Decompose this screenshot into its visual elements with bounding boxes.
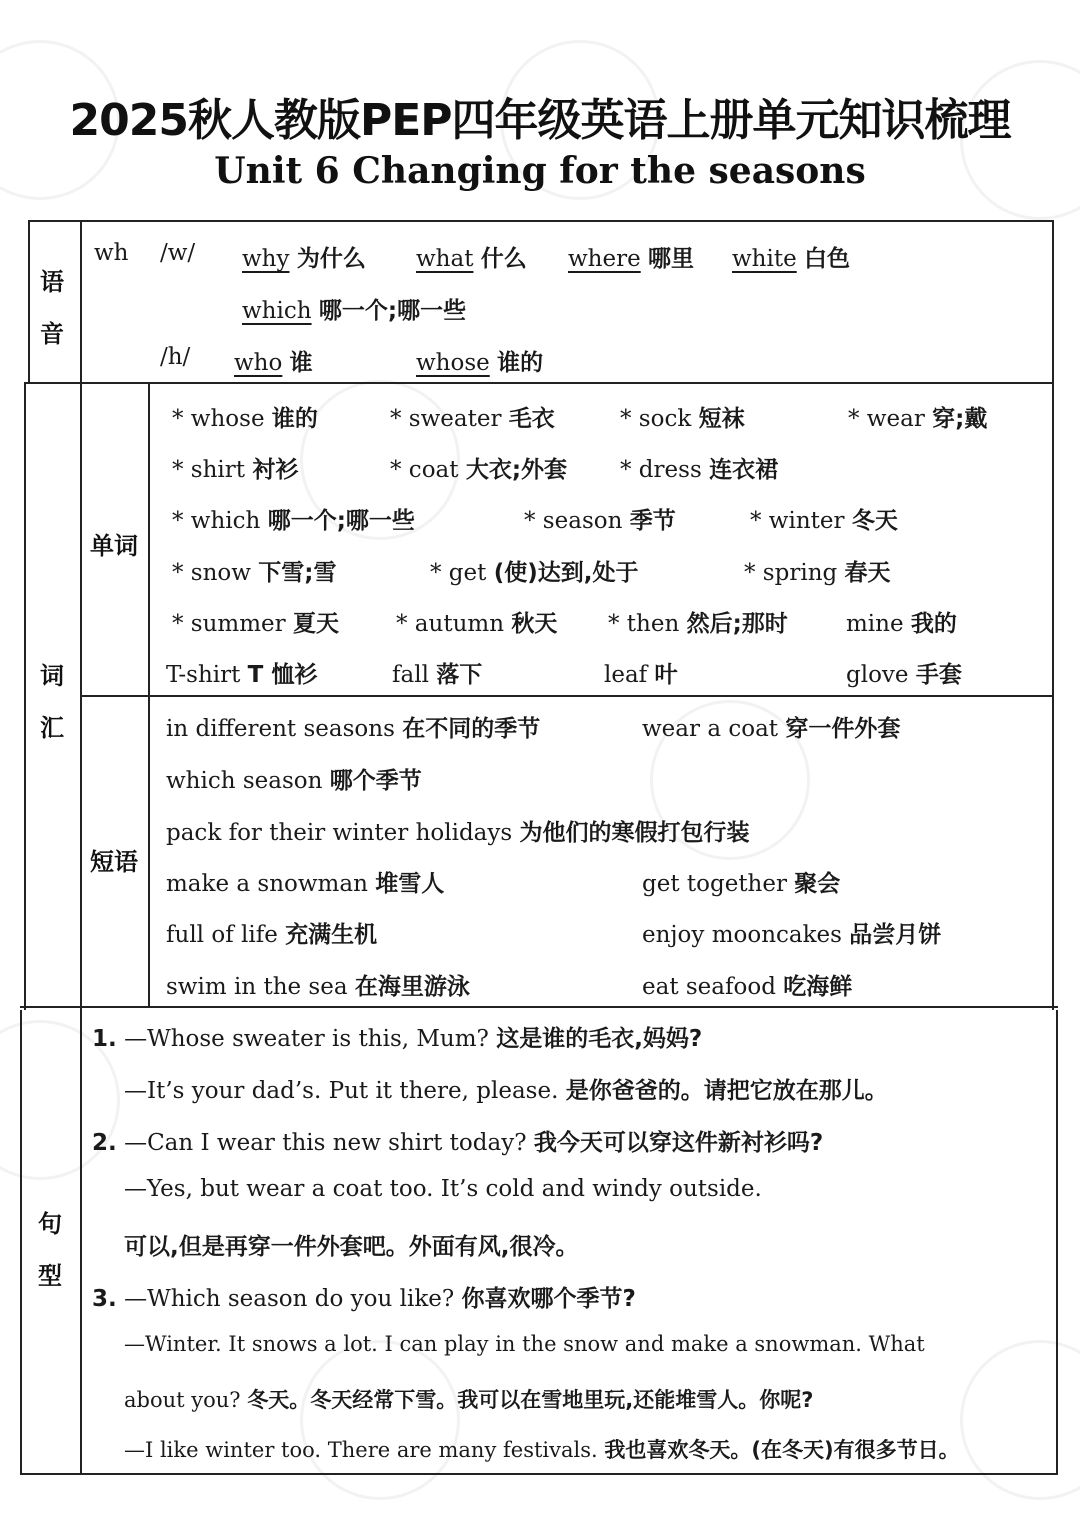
table-border-left-mid — [24, 383, 26, 1010]
phonics-word-en: who — [234, 350, 283, 376]
sentence-line: 可以,但是再穿一件外套吧。外面有风,很冷。 — [124, 1234, 579, 1260]
sound-h: /h/ — [160, 344, 191, 370]
separator-vocabulary — [20, 1006, 1058, 1008]
vocab-word: * sock 短袜 — [620, 406, 745, 432]
table-border-top — [28, 220, 1054, 222]
knowledge-table — [20, 220, 1060, 1480]
words-label: 单词 — [90, 532, 138, 560]
vocab-word: * then 然后;那时 — [608, 611, 788, 637]
vocab-word: fall 落下 — [392, 662, 483, 688]
table-border-bottom — [20, 1473, 1058, 1475]
vocab-phrase: wear a coat 穿一件外套 — [642, 716, 901, 742]
vocab-word: * whose 谁的 — [172, 406, 318, 432]
phonics-word-en: white — [732, 246, 797, 272]
phonics-word — [416, 240, 527, 273]
vocab-word: mine 我的 — [846, 611, 957, 637]
vocab-phrase: pack for their winter holidays 为他们的寒假打包行装 — [166, 820, 750, 846]
vocab-phrase: get together 聚会 — [642, 871, 841, 897]
vocab-word: * summer 夏天 — [172, 611, 339, 637]
vocab-word: * which 哪一个;哪一些 — [172, 508, 415, 534]
phonics-word-zh: 为什么 — [296, 246, 366, 272]
phonics-word — [242, 240, 366, 273]
phonics-word — [242, 292, 466, 325]
vocab-phrase: in different seasons 在不同的季节 — [166, 716, 541, 742]
sentences-label-1: 句 — [38, 1210, 62, 1238]
sentence-line: —I like winter too. There are many festivals. 我也喜欢冬天。(在冬天)有很多节日。 — [124, 1438, 960, 1462]
pronunciation-label-2: 音 — [40, 320, 64, 348]
category-column-line — [80, 220, 82, 1008]
pronunciation-label-1: 语 — [40, 268, 64, 296]
vocab-phrase: full of life 充满生机 — [166, 922, 378, 948]
sentence-line: —It’s your dad’s. Put it there, please. 是你爸爸的。请把它放在那儿。 — [124, 1078, 888, 1104]
sentence-line: 2. —Can I wear this new shirt today? 我今天可以穿这件新衬衫吗? — [92, 1130, 824, 1156]
separator-pronunciation — [24, 382, 1054, 384]
vocab-word: * autumn 秋天 — [396, 611, 558, 637]
vocab-word: T-shirt T 恤衫 — [166, 662, 318, 688]
sentence-line: about you? 冬天。冬天经常下雪。我可以在雪地里玩,还能堆雪人。你呢? — [124, 1388, 814, 1412]
vocab-word: * season 季节 — [524, 508, 676, 534]
table-border-right — [1052, 220, 1054, 1010]
phrases-label: 短语 — [90, 848, 138, 876]
vocab-word: * dress 连衣裙 — [620, 457, 779, 483]
phonics-word-zh: 谁的 — [497, 350, 544, 376]
vocab-word: * snow 下雪;雪 — [172, 560, 337, 586]
page-title: 2025秋人教版PEP四年级英语上册单元知识梳理 — [69, 95, 1011, 146]
vocab-word: * wear 穿;戴 — [848, 406, 988, 432]
table-border-left-lower — [20, 1010, 22, 1475]
vocab-phrase: make a snowman 堆雪人 — [166, 871, 445, 897]
vocabulary-label-2: 汇 — [40, 714, 64, 742]
phonics-word-zh: 哪一个;哪一些 — [318, 298, 467, 324]
vocab-phrase: enjoy mooncakes 品尝月饼 — [642, 922, 942, 948]
vocab-word: * shirt 衬衫 — [172, 457, 299, 483]
vocab-word: * coat 大衣;外套 — [390, 457, 568, 483]
vocab-phrase: which season 哪个季节 — [166, 768, 422, 794]
separator-words — [82, 695, 1054, 697]
phonics-word — [568, 240, 694, 273]
phonics-word-en: which — [242, 298, 312, 324]
sentence-line: 1. —Whose sweater is this, Mum? 这是谁的毛衣,妈妈? — [92, 1026, 703, 1052]
phonics-word-en: whose — [416, 350, 490, 376]
phonics-word-zh: 白色 — [804, 246, 851, 272]
vocab-word: * spring 春天 — [744, 560, 891, 586]
phonics-word — [732, 240, 850, 273]
phonics-word-en: what — [416, 246, 474, 272]
table-border-left — [28, 220, 30, 383]
phonics-word — [234, 344, 313, 377]
table-border-right-lower — [1056, 1010, 1058, 1475]
vocab-phrase: eat seafood 吃海鲜 — [642, 974, 853, 1000]
sentence-line: —Yes, but wear a coat too. It’s cold and windy outside. — [124, 1176, 762, 1202]
phonics-word-zh: 什么 — [480, 246, 527, 272]
sentence-line: —Winter. It snows a lot. I can play in the snow and make a snowman. What — [124, 1332, 925, 1356]
phonics-word-en: where — [568, 246, 641, 272]
vocab-word: * get (使)达到,处于 — [430, 560, 639, 586]
phonics-word-en: why — [242, 246, 290, 272]
phonics-word-zh: 哪里 — [648, 246, 695, 272]
sentence-column-line — [80, 1008, 82, 1473]
sound-w: /w/ — [160, 240, 196, 266]
vocab-phrase: swim in the sea 在海里游泳 — [166, 974, 470, 1000]
page-subtitle: Unit 6 Changing for the seasons — [214, 150, 866, 192]
phonics-word-zh: 谁 — [289, 350, 313, 376]
vocabulary-label-1: 词 — [40, 662, 64, 690]
sentence-line: 3. —Which season do you like? 你喜欢哪个季节? — [92, 1286, 636, 1312]
sentences-label-2: 型 — [38, 1262, 62, 1290]
phonics-word — [416, 344, 543, 377]
vocab-word: glove 手套 — [846, 662, 962, 688]
vocab-word: * winter 冬天 — [750, 508, 898, 534]
subcategory-column-line — [148, 383, 150, 1008]
wh-letters: wh — [94, 240, 129, 266]
vocab-word: leaf 叶 — [604, 662, 678, 688]
vocab-word: * sweater 毛衣 — [390, 406, 555, 432]
